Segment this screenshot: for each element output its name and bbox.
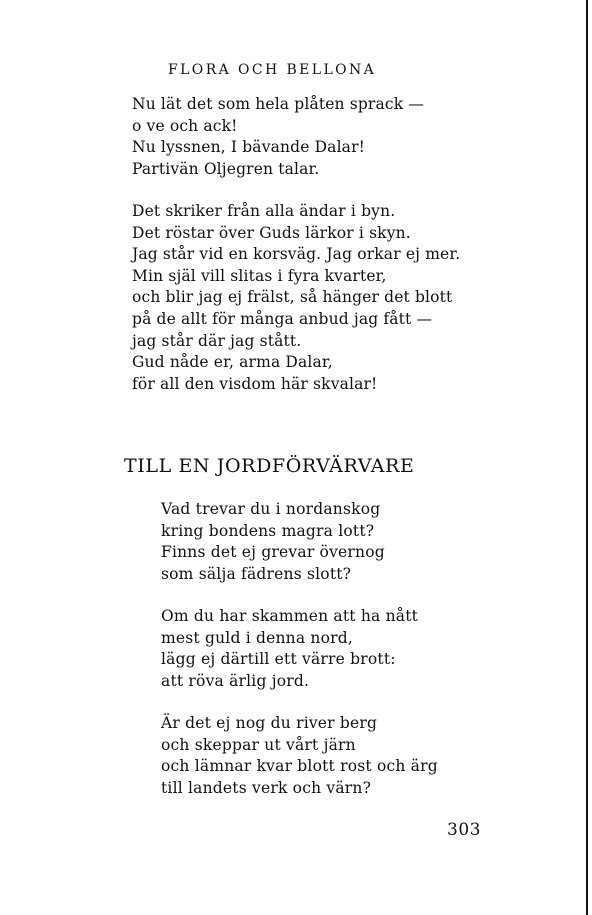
poem-line: och skeppar ut vårt järn (161, 735, 356, 754)
poem-line: o ve och ack! (132, 116, 238, 135)
poem-line: jag står där jag stått. (132, 331, 302, 350)
page-edge-rule (586, 0, 588, 915)
poem-line: Vad trevar du i nordanskog (161, 500, 381, 518)
poem-line: till landets verk och värn? (161, 778, 372, 797)
poem-line: och blir jag ej frälst, så hänger det blott (132, 288, 453, 307)
poem-line: Nu lät det som hela plåten sprack — (132, 95, 424, 113)
poem-stanza (132, 201, 460, 395)
poem-line: på de allt för många anbud jag fått — (132, 309, 433, 328)
poem-line: att röva ärlig jord. (161, 671, 310, 690)
poem-line: lägg ej därtill ett värre brott: (161, 650, 396, 669)
poem-line: Är det ej nog du river berg (161, 714, 378, 732)
poem-stanza (132, 94, 424, 180)
poem-line: och lämnar kvar blott rost och ärg (161, 757, 438, 776)
poem-line: som sälja fädrens slott? (161, 564, 352, 583)
poem-line: Min själ vill slitas i fyra kvarter, (132, 266, 387, 285)
poem-line: kring bondens magra lott? (161, 521, 375, 540)
poem-line: för all den visdom här skvalar! (132, 374, 378, 393)
page-number: 303 (447, 820, 481, 840)
poem-line: mest guld i denna nord, (161, 628, 353, 647)
poem-line: Om du har skammen att ha nått (161, 607, 419, 625)
poem-line: Det skriker från alla ändar i byn. (132, 202, 396, 220)
poem-line: Partivän Oljegren talar. (132, 159, 320, 178)
poem-line: Det röstar över Guds lärkor i skyn. (132, 223, 411, 242)
poem-line: Jag står vid en korsväg. Jag orkar ej mer. (132, 245, 461, 264)
poem-stanza (161, 713, 438, 799)
running-head: FLORA OCH BELLONA (168, 62, 377, 78)
poem-stanza (161, 606, 418, 692)
poem-stanza (161, 499, 385, 585)
poem-line: Finns det ej grevar övernog (161, 543, 385, 562)
poem-line: Gud nåde er, arma Dalar, (132, 353, 333, 372)
poem-title: TILL EN JORDFÖRVÄRVARE (124, 455, 415, 477)
poem-line: Nu lyssnen, I bävande Dalar! (132, 138, 366, 157)
